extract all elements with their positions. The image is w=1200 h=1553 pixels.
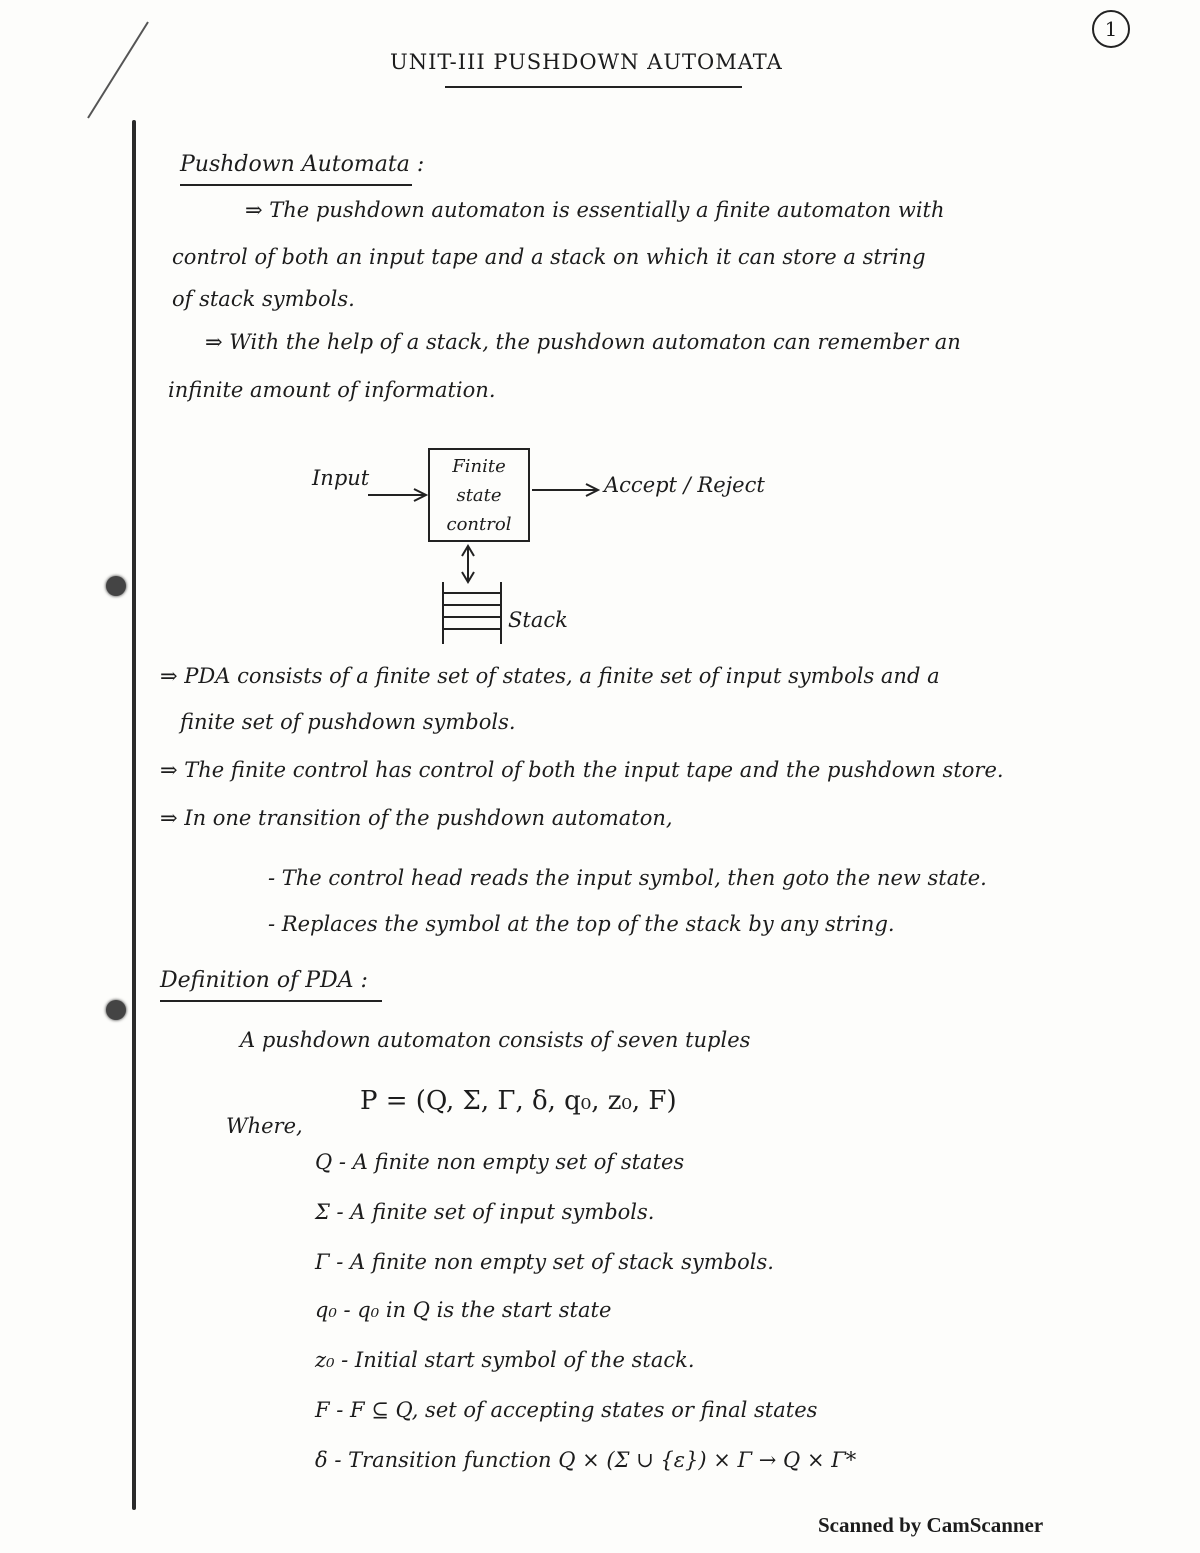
definition-q: Q - A finite non empty set of states <box>315 1150 685 1174</box>
definition-z0: z₀ - Initial start symbol of the stack. <box>315 1348 695 1372</box>
definition-sigma: Σ - A finite set of input symbols. <box>315 1200 655 1224</box>
section-heading-definition: Definition of PDA : <box>160 968 368 993</box>
definition-intro: A pushdown automaton consists of seven tuples <box>240 1028 751 1052</box>
heading-underline <box>180 184 412 186</box>
para2-line1: ⇒ With the help of a stack, the pushdown automaton can remember an <box>205 330 961 354</box>
where-label: Where, <box>226 1114 303 1138</box>
stack-icon <box>442 582 502 644</box>
diagram-stack-label: Stack <box>508 608 568 632</box>
bullet1-line2: finite set of pushdown symbols. <box>180 710 516 734</box>
para1-line1: ⇒ The pushdown automaton is essentially a finite automaton with <box>245 198 945 222</box>
diagram-output-label: Accept / Reject <box>604 473 765 497</box>
punch-hole-bottom <box>106 1000 126 1020</box>
sub-bullet2: - Replaces the symbol at the top of the stack by any string. <box>268 912 895 936</box>
para1-line3: of stack symbols. <box>172 287 355 311</box>
bullet3: ⇒ In one transition of the pushdown automaton, <box>160 806 673 830</box>
margin-line <box>132 120 136 1510</box>
punch-hole-top <box>106 576 126 596</box>
bullet1-line1: ⇒ PDA consists of a finite set of states, a finite set of input symbols and a <box>160 664 940 688</box>
scan-edge-line <box>88 22 148 118</box>
title-underline <box>445 86 742 88</box>
para2-line2: infinite amount of information. <box>168 378 496 402</box>
box-line-state: state <box>456 485 502 506</box>
section-heading-pushdown-automata: Pushdown Automata : <box>180 152 425 177</box>
diagram-input-label: Input <box>312 466 370 490</box>
box-line-control: control <box>446 514 512 535</box>
heading-underline <box>160 1000 382 1002</box>
definition-f: F - F ⊆ Q, set of accepting states or final states <box>315 1398 818 1422</box>
box-line-finite: Finite <box>452 456 506 477</box>
definition-gamma: Γ - A finite non empty set of stack symbols. <box>315 1250 774 1274</box>
definition-q0: q₀ - q₀ in Q is the start state <box>315 1298 612 1322</box>
definition-delta: δ - Transition function Q × (Σ ∪ {ε}) × Γ → Q × Γ* <box>315 1448 857 1472</box>
page-title: UNIT-III PUSHDOWN AUTOMATA <box>390 50 783 74</box>
bullet2: ⇒ The finite control has control of both the input tape and the pushdown store. <box>160 758 1004 782</box>
page-number: 1 <box>1092 10 1130 48</box>
para1-line2: control of both an input tape and a stack on which it can store a string <box>172 245 926 269</box>
sub-bullet1: - The control head reads the input symbol, then goto the new state. <box>268 866 987 890</box>
tuple-formula: P = (Q, Σ, Γ, δ, q₀, z₀, F) <box>360 1086 677 1116</box>
scanner-watermark: Scanned by CamScanner <box>818 1513 1044 1537</box>
finite-state-control-box <box>428 448 530 542</box>
